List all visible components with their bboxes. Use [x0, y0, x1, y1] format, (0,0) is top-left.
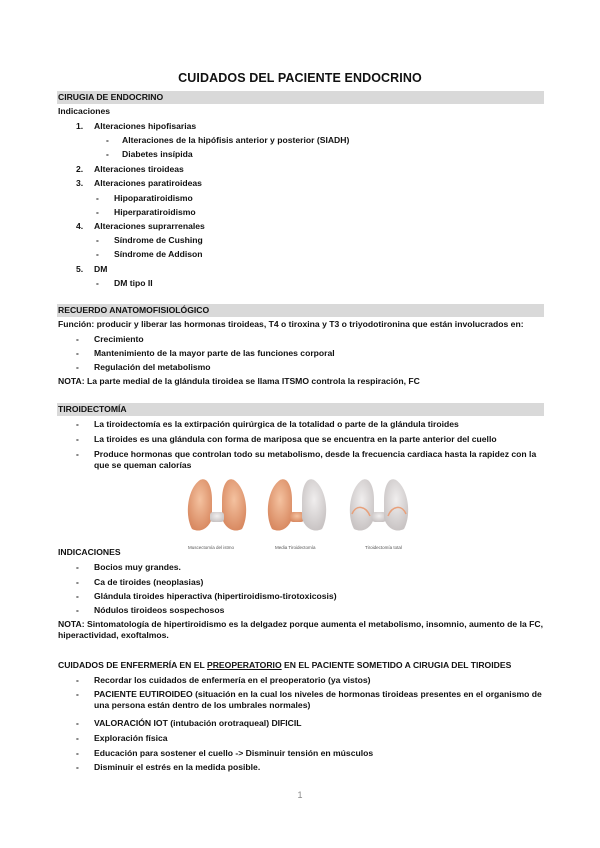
- bullet-dash: -: [76, 348, 79, 358]
- bullet-dash: -: [96, 278, 99, 288]
- bullet-item: Ca de tiroides (neoplasias): [94, 577, 204, 587]
- list-item: Alteraciones tiroideas: [94, 164, 184, 174]
- sub-item: DM tipo II: [114, 278, 153, 288]
- section-header-cirugia: CIRUGIA DE ENDOCRINO: [57, 91, 544, 104]
- indicaciones-label: Indicaciones: [58, 106, 111, 116]
- nota-text: NOTA: Sintomatología de hipertiroidismo es la delgadez porque aumenta el metabolismo, insomnio, aumento de la FC, hiperactividad, exoftalmos.: [58, 619, 543, 640]
- bullet-dash: -: [76, 334, 79, 344]
- sub-item: Hipoparatiroidismo: [114, 193, 193, 203]
- bullet-dash: -: [76, 562, 79, 572]
- nota-text: NOTA: La parte medial de la glándula tiroidea se llama ITSMO controla la respiración, FC: [58, 376, 420, 386]
- bullet-dash: -: [76, 718, 79, 728]
- funcion-text: Función: producir y liberar las hormonas tiroideas, T4 o tiroxina y T3 o triyodotironina que están involucrados en:: [58, 319, 524, 329]
- figure-caption: Media Tiroidectomía: [275, 545, 316, 550]
- header-text: EN EL PACIENTE SOMETIDO A CIRUGIA DEL TIROIDES: [281, 660, 512, 670]
- document-title: CUIDADOS DEL PACIENTE ENDOCRINO: [178, 71, 422, 85]
- bullet-dash: -: [76, 689, 79, 699]
- bullet-dash: -: [76, 675, 79, 685]
- bullet-item: Exploración física: [94, 733, 168, 743]
- list-number: 5.: [76, 264, 84, 274]
- bullet-item: La tiroides es una glándula con forma de mariposa que se encuentra en la parte anterior del cuello: [94, 434, 497, 444]
- bullet-dash: -: [96, 249, 99, 259]
- thyroid-hemithyroidectomy: [268, 479, 326, 530]
- list-number: 4.: [76, 221, 84, 231]
- bullet-dash: -: [76, 762, 79, 772]
- bullet-dash: -: [76, 605, 79, 615]
- bullet-dash: -: [76, 591, 79, 601]
- list-number: 1.: [76, 121, 84, 131]
- sub-item: Alteraciones de la hipófisis anterior y posterior (SIADH): [122, 135, 350, 145]
- bullet-item: Glándula tiroides hiperactiva (hipertiroidismo-tirotoxicosis): [94, 591, 337, 601]
- header-text: CUIDADOS DE ENFERMERÍA EN EL: [58, 660, 207, 670]
- preoperatorio-header: [58, 660, 511, 671]
- list-item: Alteraciones paratiroideas: [94, 178, 202, 188]
- figure-caption: Tiroidectomía total: [365, 545, 402, 550]
- thyroid-total: [350, 479, 408, 530]
- bullet-item: Regulación del metabolismo: [94, 362, 211, 372]
- list-item: DM: [94, 264, 108, 274]
- bullet-item: VALORACIÓN IOT (intubación orotraqueal) DIFICIL: [94, 718, 302, 728]
- header-underlined: PREOPERATORIO: [206, 660, 282, 670]
- sub-item: Hiperparatiroidismo: [114, 207, 196, 217]
- bullet-dash: -: [106, 135, 109, 145]
- list-number: 2.: [76, 164, 84, 174]
- bullet-dash: -: [76, 748, 79, 758]
- bullet-item: Bocios muy grandes.: [94, 562, 181, 572]
- bullet-item: Educación para sostener el cuello -> Disminuir tensión en músculos: [94, 748, 374, 758]
- bullet-dash: -: [76, 434, 79, 444]
- bullet-dash: -: [106, 149, 109, 159]
- bullet-item: Crecimiento: [94, 334, 144, 344]
- bullet-dash: -: [96, 207, 99, 217]
- thyroidectomy-figure: [180, 474, 420, 544]
- bullet-dash: -: [76, 449, 79, 459]
- sub-item: Diabetes insípida: [122, 149, 193, 159]
- bullet-item: Recordar los cuidados de enfermería en el preoperatorio (ya vistos): [94, 675, 371, 685]
- page-number: 1: [297, 790, 303, 800]
- bullet-dash: -: [76, 577, 79, 587]
- bullet-dash: -: [76, 733, 79, 743]
- list-number: 3.: [76, 178, 84, 188]
- section-header-recuerdo: RECUERDO ANATOMOFISIOLÓGICO: [57, 304, 544, 317]
- thyroid-illustrations: [180, 474, 420, 544]
- indicaciones-header: INDICACIONES: [58, 547, 121, 557]
- bullet-item: Produce hormonas que controlan todo su metabolismo, desde la frecuencia cardiaca hasta la rapidez con la que se queman calorías: [94, 449, 537, 470]
- bullet-dash: -: [76, 419, 79, 429]
- bullet-item: Nódulos tiroideos sospechosos: [94, 605, 225, 615]
- figure-caption: Muscectomía del istmo: [188, 545, 235, 550]
- sub-item: Síndrome de Cushing: [114, 235, 203, 245]
- bullet-item: Disminuir el estrés en la medida posible.: [94, 762, 261, 772]
- bullet-dash: -: [96, 193, 99, 203]
- section-header-tiroidectomia: TIROIDECTOMÍA: [57, 403, 544, 416]
- bullet-dash: -: [96, 235, 99, 245]
- thyroid-isthmectomy: [188, 479, 246, 530]
- bullet-item: Mantenimiento de la mayor parte de las funciones corporal: [94, 348, 335, 358]
- list-item: Alteraciones suprarrenales: [94, 221, 205, 231]
- bullet-dash: -: [76, 362, 79, 372]
- sub-item: Síndrome de Addison: [114, 249, 203, 259]
- list-item: Alteraciones hipofisarias: [94, 121, 197, 131]
- bullet-item: La tiroidectomía es la extirpación quirúrgica de la totalidad o parte de la glándula tiroides: [94, 419, 459, 429]
- bullet-item: PACIENTE EUTIROIDEO (situación en la cual los niveles de hormonas tiroideas presentes en el organismo de una persona están dentro de los umbrales normales): [94, 689, 542, 710]
